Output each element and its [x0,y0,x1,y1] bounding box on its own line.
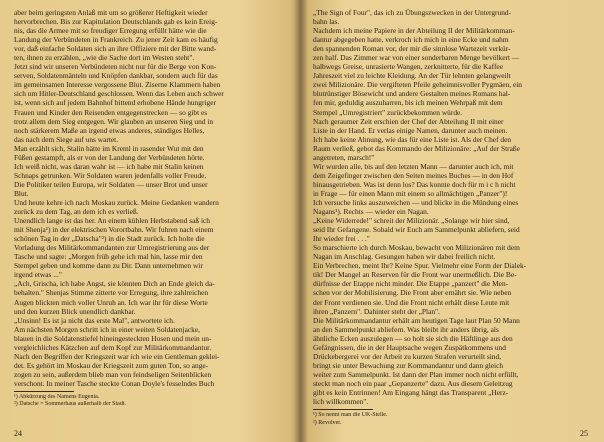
left-footnotes [14,394,287,409]
text-line: zurück zu dem Tag, an dem ich es verließ. [14,207,139,217]
page-number-left: 24 [14,428,22,438]
text-line: Nachdem ich meine Papiere in der Abteilung II der Militärkomman- [313,26,515,36]
text-line: Füßen gestampft, als er von der Landung der Verbündeten hörte. [14,152,205,162]
text-line: fen mir, geduldig auszuharren, bis ich meinen Wehrpaß mit dem [313,98,503,108]
text-line: Am nächsten Morgen schritt ich in einer weiten Soldatenjacke, [14,324,201,334]
text-line: Nach den Begriffen der Kriegszeit war ich wie ein Gentleman geklei- [14,351,220,361]
text-line: tik! Der Mangel an Reserven für die Front war unermeßlich. Die Be- [313,270,517,280]
text-line: Augen blickten mich voller Unruh an. Ich war ihr für diese Worte [14,297,208,307]
text-line: Jetzt sind wir unseren Verbündeten nicht nur für die Berge von Kon- [14,62,217,72]
text-line: dem Zeigefinger zwischen den Seiten meines Buches — in den Hof [313,170,514,180]
text-line: der Front verdienen sie. Und die Front nicht erhält diese Leute mit [313,297,510,307]
text-line: Ich weiß nicht, was daran wahr ist — ich habe mit Stalin keinen [14,161,204,171]
text-line: nis, das die Armee mit so freudiger Erregung erfüllt hätte wie die [14,26,207,36]
text-line: ist, wenn sich auf jedem Bahnhof bittend erhobene Hände hungriger [14,98,216,108]
text-line: Unendlich lange ist das her. An einem kühlen Herbstabend saß ich [14,216,211,226]
text-line: dürfnisse der Etappe nicht minder. Die Etappe „panzert" die Men- [313,279,509,289]
text-line: blutrünstiger Bösewicht und andere Gestalten meines Romans hal- [313,89,511,99]
text-line: angetreten, marsch!" [313,152,375,162]
text-line: Stempel „Umregistriert" zurückbekommen würde. [313,107,463,117]
text-line: ten, ihnen zu erzählen, „wie die Sache dort im Westen steht". [14,53,195,63]
text-line: Nagans¹). Rechts — wieder ein Nagan. [313,207,429,217]
text-line: steckt man noch ein paar „Gepanzerte" dazu. Aus diesem Geleitzug [313,378,513,388]
text-line: Ich habe keine Ahnung, wie das für eine Liste ist. Als der Chef den [313,134,512,144]
text-line: Stempel geben und komme dann zu Dir. Dann unternehmen wir [14,261,203,271]
text-line: lich willkommen". [313,397,369,407]
text-line: das nach dem Siege auf uns wartet. [14,134,119,144]
text-line: det. Es gehört im Moskau der Kriegszeit zum guten Ton, so ange- [14,360,209,370]
text-line: Nach geraumer Zeit erschien der Chef der Abteilung II mit einer [313,116,504,126]
text-line: Ich versuche links auszuweichen — und blicke in die Mündung eines [313,197,519,207]
text-line: verschont. In meiner Tasche steckte Conan Doyle's fesselndes Buch [14,378,215,388]
footnote: ²) Datsche = Sommerhaus außerhalb der Stadt. [14,401,126,408]
text-line: noch stärkerem Maße an irgend etwas anderes, ständiges Helles, [14,125,205,135]
text-line: Man erzählt sich, Stalin hätte im Kreml in rasender Wut mit den [14,143,204,153]
text-line: irgend etwas ..." [14,270,62,280]
text-line: hinausgetrieben. Was ist denn los? Das konnte doch für m i c h nicht [313,179,516,189]
right-page-text [313,8,592,406]
footnote-rule [313,409,373,410]
text-line: bringt sie unter Bewachung zur Kommandantur und dann gleich [313,360,504,370]
text-line: Tasche und sagte: „Morgen früh gehe ich mal hin, lasse mir den [14,252,203,262]
text-line: mit Shenja¹) in der elektrischen Vorortbahn. Wir fuhren nach einem [14,225,214,235]
left-page [0,0,299,442]
text-line: Nagan im Anschlag. Gesungen haben wir dabei freilich nicht. [313,252,496,262]
right-page [299,0,604,442]
text-line: seid Ihr Gefangene. Sobald wir Euch am Sammelpunkt abliefern, seid [313,225,520,235]
text-line: vor, daß einfache Soldaten sich an ihre Offiziere mit der Bitte wand- [14,44,217,54]
text-line: „Unsinn! Es ist ja nicht das erste Mal", antwortete ich. [14,315,175,325]
text-line: schönen Tag in der „Datscha"²) in die Stadt zurück. Ich holte die [14,234,205,244]
text-line: serven, Soldatenmänteln und Knöpfen dankbar, sondern auch für das [14,71,218,81]
text-line: Frauen und Kinder den Reisenden entgegenstrecken — so gibt es [14,107,208,117]
text-line: „The Sign of Four", das ich zu Übungszwecken in der Untergrund- [313,8,512,17]
right-footnotes [313,412,592,427]
text-line: zwei Milizionäre. Die vergifteten Pfeile geheimnisvoller Pygmäen, ein [313,80,522,90]
footnote-rule [14,391,74,392]
text-line: behalten." Shenjas Stimme zitterte vor Erregung, ihre zahlreichen [14,288,209,298]
text-line: Und heute kehre ich nach Moskau zurück. Meine Gedanken wandern [14,197,219,207]
text-line: Ein Verbrechen, meint Ihr? Keine Spur. Vielmehr eine Form der Dialek- [313,261,527,271]
text-line: schen vor der Mobilisierung. Die Front aber ernährt sie. Wie neben [313,288,512,298]
text-line: Gefängnissen, die in der Hauptsache wegen Zuspätkommens und [313,342,506,352]
text-line: vergleichliches Kätzchen auf dem Kopf zur Militärkommandantur. [14,342,212,352]
text-line: hervorbrechen. Bis zur Kapitulation Deutschlands gab es kein Ereig- [14,17,218,27]
text-line: Landung der Verbündeten in Frankreich. Zu jener Zeit kam es häufig [14,35,218,45]
left-page-text [14,8,287,388]
text-line: Jahreszeit viel zu leichte Kleidung. An der Tür lehnten gelangweilt [313,71,511,81]
text-line: ihren „Panzern". Dahinter steht der „Plan". [313,306,440,316]
text-line: Die Politiker teilen Europa, wir Soldaten — unser Brot und unser [14,179,208,189]
text-line: Liste in der Hand. Er verlas einige Namen, darunter auch meinen. [313,125,508,135]
footnote: ²) Revolver. [313,419,342,426]
text-line: „Keine Widerrede!" schreit der Milizionär. „Solange wir hier sind, [313,216,510,226]
text-line: in Frage — für einen Mann mit einem so allmächtigen „Panzer")! [313,188,508,198]
text-line: Ihr wieder frei . . ." [313,234,370,244]
text-line: aber beim geringsten Anlaß mit um so größerer Heftigkeit wieder [14,8,208,17]
text-line: ähnliche Ecken auszulegen — so holt sie sich die Häftlinge aus den [313,333,513,343]
footnote: ¹) Abkürzung des Namens Eugenia. [14,393,100,400]
text-line: an den Sammelpunkt abliefern. Was bleibt ihr anders übrig, als [313,324,499,334]
text-line: zen half. Das Zimmer war von einer sonderbaren Menge bevölkert — [313,53,520,63]
page-number-right: 25 [580,428,588,438]
text-line: Die Militärkommandantur erhält am heutigen Tage laut Plan 50 Mann [313,315,520,325]
footnote: ¹) So nennt man die UK-Stelle. [313,412,388,419]
text-line: zogen zu sein, außerdem blieb man von feindseligen Seitenblicken [14,369,212,379]
text-line: Raum verließ, gebot das Kommando der Milizionäre: „Auf der Straße [313,143,520,153]
text-line: dantur abgegeben hatte, verkroch ich mich in eine Ecke und nahm [313,35,509,45]
text-line: im gemeinsamen Interesse vergossene Blut. Ziserne Klammern haben [14,80,221,90]
text-line: weiter zum Sammelpunkt. Ist dann der Plan immer noch nicht erfüllt, [313,369,519,379]
text-line: Blut. [14,188,29,198]
text-line: blauen in die Soldatenstiefel hineingesteckten Hosen und mein un- [14,333,212,343]
text-line: trotz allem dem Sieg entgegen. Wir glauben an unseren Sieg und in [14,116,214,126]
text-line: Wir wurden alle, bis auf den letzten Mann — darunter auch ich, mit [313,161,514,171]
text-line: bahn las. [313,17,340,27]
text-line: den spannenden Roman vor, der mir die sinnlose Wartezeit verkür- [313,44,511,54]
text-line: halbwegs Greise, unrasierte Wangen, zerknitterte, für die Kaffee [313,62,503,72]
text-line: Schnaps getrunken. Wir Soldaten waren jedenfalls voller Freude. [14,170,207,180]
text-line: gibt es kein Entrinnen! Am Eingang hängt das Transparent „Herz- [313,387,509,397]
text-line: Vorladung des Militärkommandanten zur Umregistrierung aus der [14,243,210,253]
text-line: So marschierte ich durch Moskau, bewacht von Milizionären mit dem [313,243,520,253]
text-line: sich um Hitler-Deutschland geschlossen. Wenn das Leben auch schwer [14,89,224,99]
text-line: Drückebergerei vor der Arbeit zu kurzen Strafen verurteilt sind, [313,351,502,361]
text-line: „Ach, Grischa, ich habe Angst, sie könnten Dich an Ende gleich da- [14,279,215,289]
text-line: und den kurzen Blick unendlich dankbar. [14,306,136,316]
